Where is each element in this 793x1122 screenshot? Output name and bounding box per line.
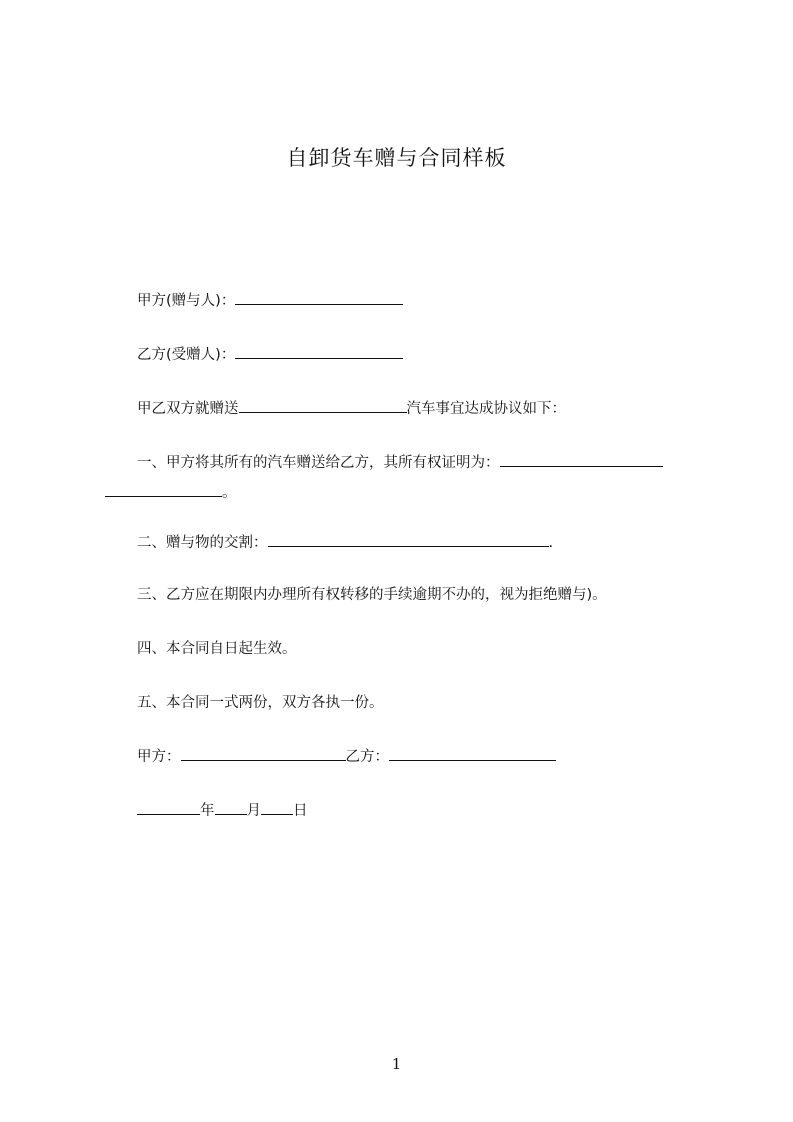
party-a-line (137, 290, 403, 311)
clause-1-continuation (105, 482, 237, 503)
signature-party-a-blank[interactable] (181, 746, 346, 761)
document-title: 自卸货车赠与合同样板 (286, 146, 507, 170)
signature-party-b-blank[interactable] (389, 746, 556, 761)
clause-2-line (137, 532, 553, 553)
clause-2-end: . (548, 535, 554, 551)
clause-4-text: 四、本合同自日起生效。 (137, 641, 297, 657)
page-number: 1 (391, 1055, 402, 1073)
ownership-proof-blank[interactable] (500, 452, 663, 467)
clause-5-line (137, 693, 384, 713)
year-label: 年 (200, 803, 215, 819)
intro-line (137, 398, 566, 419)
delivery-blank[interactable] (268, 532, 549, 547)
clause-4-line (137, 639, 297, 659)
clause-3-line (137, 585, 607, 605)
signature-party-b-label: 乙方： (345, 749, 389, 765)
date-line (137, 800, 308, 821)
clause-3-text: 三、乙方应在期限内办理所有权转移的手续逾期不办的，视为拒绝赠与)。 (137, 587, 607, 603)
year-blank[interactable] (137, 800, 200, 815)
party-b-line (137, 344, 403, 365)
clause-2-text: 二、赠与物的交割： (137, 535, 268, 551)
day-blank[interactable] (261, 800, 293, 815)
day-label: 日 (293, 803, 308, 819)
month-blank[interactable] (215, 800, 247, 815)
month-label: 月 (246, 803, 261, 819)
intro-prefix: 甲乙双方就赠送 (137, 401, 239, 417)
clause-1-line (137, 452, 663, 473)
vehicle-blank[interactable] (239, 398, 407, 413)
signature-party-a-label: 甲方： (137, 749, 181, 765)
clause-1-text: 一、甲方将其所有的汽车赠送给乙方，其所有权证明为： (137, 455, 500, 471)
party-b-label: 乙方(受赠人)： (137, 347, 236, 363)
clause-1-end: 。 (222, 485, 237, 501)
party-b-blank[interactable] (235, 344, 403, 359)
ownership-proof-blank-continued[interactable] (105, 482, 222, 497)
intro-suffix: 汽车事宜达成协议如下： (406, 401, 566, 417)
party-a-label: 甲方(赠与人)： (137, 293, 236, 309)
signature-line (137, 746, 556, 767)
party-a-blank[interactable] (235, 290, 403, 305)
clause-5-text: 五、本合同一式两份，双方各执一份。 (137, 695, 384, 711)
